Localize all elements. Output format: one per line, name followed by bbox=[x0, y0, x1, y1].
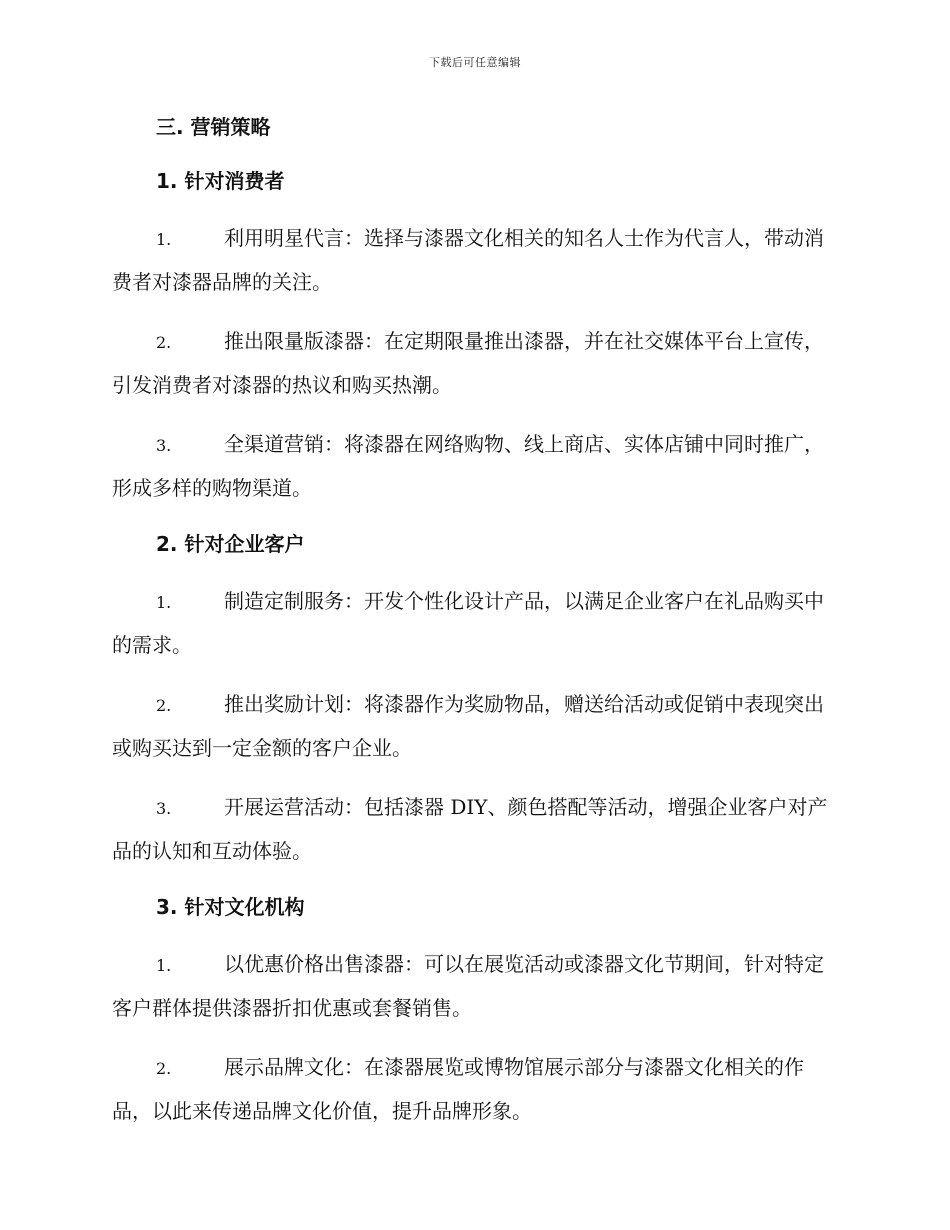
section-cultural-institutions bbox=[112, 888, 836, 1132]
item-text: 利用明星代言：选择与漆器文化相关的知名人士作为代言人，带动消费者对漆器品牌的关注。 bbox=[112, 226, 824, 294]
item-text: 展示品牌文化：在漆器展览或博物馆展示部分与漆器文化相关的作品，以此来传递品牌文化价值，提升品牌形象。 bbox=[112, 1055, 804, 1123]
section-enterprise bbox=[112, 525, 836, 872]
item-number: 1. bbox=[156, 593, 172, 612]
subsection-heading: 3. 针对文化机构 bbox=[156, 895, 305, 919]
list-item bbox=[112, 320, 836, 406]
item-number: 1. bbox=[156, 230, 172, 249]
page-header: 下载后可任意编辑 bbox=[429, 56, 521, 69]
list-item bbox=[112, 683, 836, 769]
list-item bbox=[112, 423, 836, 509]
item-text: 开展运营活动：包括漆器 DIY、颜色搭配等活动，增强企业客户对产品的认知和互动体验。 bbox=[112, 795, 828, 863]
item-text: 制造定制服务：开发个性化设计产品，以满足企业客户在礼品购买中的需求。 bbox=[112, 589, 824, 657]
list-item bbox=[112, 580, 836, 666]
subsection-heading: 1. 针对消费者 bbox=[156, 169, 285, 193]
item-number: 1. bbox=[156, 956, 172, 975]
list-item bbox=[112, 943, 836, 1029]
item-number: 3. bbox=[156, 436, 172, 455]
list-item bbox=[112, 217, 836, 303]
item-text: 全渠道营销：将漆器在网络购物、线上商店、实体店铺中同时推广，形成多样的购物渠道。 bbox=[112, 432, 824, 500]
item-number: 2. bbox=[156, 1059, 172, 1078]
item-text: 以优惠价格出售漆器：可以在展览活动或漆器文化节期间，针对特定客户群体提供漆器折扣优惠或套餐销售。 bbox=[112, 952, 824, 1020]
item-number: 2. bbox=[156, 333, 172, 352]
list-item bbox=[112, 786, 836, 872]
document-body bbox=[112, 108, 836, 1132]
item-text: 推出限量版漆器：在定期限量推出漆器，并在社交媒体平台上宣传，引发消费者对漆器的热议和购买热潮。 bbox=[112, 329, 824, 397]
section-title: 三. 营销策略 bbox=[156, 115, 271, 139]
subsection-heading: 2. 针对企业客户 bbox=[156, 532, 305, 556]
item-number: 3. bbox=[156, 799, 172, 818]
item-text: 推出奖励计划：将漆器作为奖励物品，赠送给活动或促销中表现突出或购买达到一定金额的客户企业。 bbox=[112, 692, 824, 760]
item-number: 2. bbox=[156, 696, 172, 715]
list-item bbox=[112, 1046, 836, 1132]
section-consumers bbox=[112, 162, 836, 509]
